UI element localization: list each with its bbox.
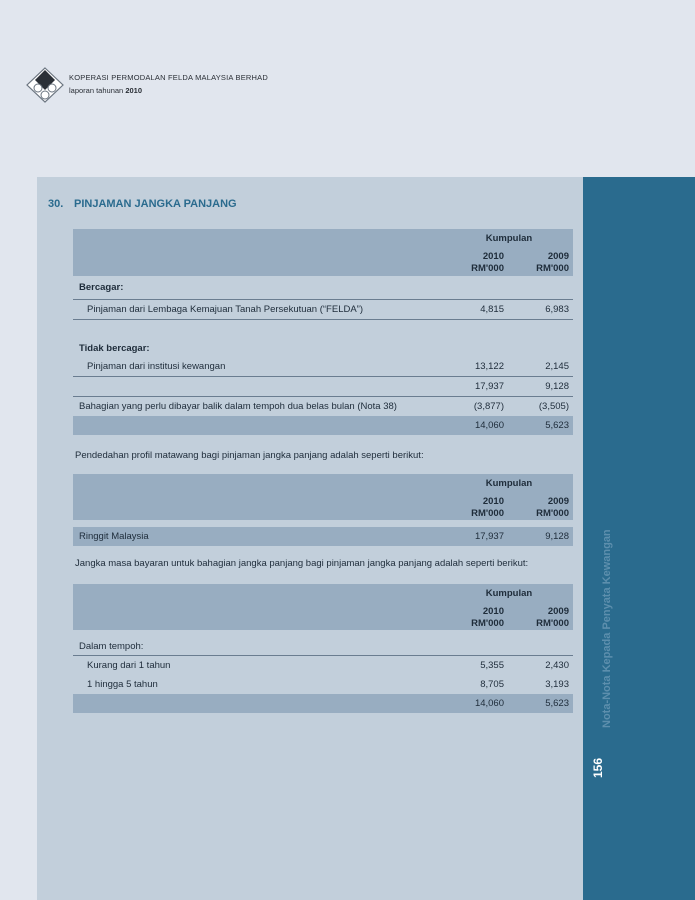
group-header: Kumpulan bbox=[485, 478, 533, 489]
table-row bbox=[73, 276, 573, 300]
financial-institution-2009: 2,145 bbox=[545, 361, 569, 372]
felda-2009: 6,983 bbox=[545, 304, 569, 315]
current-portion-2010: (3,877) bbox=[473, 401, 504, 412]
section-title bbox=[48, 198, 237, 210]
sidebar-title: Nota-Nota Kepada Penyata Kewangan bbox=[601, 529, 613, 728]
table-total-row bbox=[73, 416, 573, 435]
maturity-total-2010: 14,060 bbox=[474, 698, 504, 709]
col-2009-header: 2009 RM'000 bbox=[536, 496, 569, 519]
section-heading: PINJAMAN JANGKA PANJANG bbox=[74, 198, 237, 210]
felda-loan-label: Pinjaman dari Lembaga Kemajuan Tanah Persekutuan (“FELDA”) bbox=[87, 304, 364, 315]
page-number: 156 bbox=[591, 757, 605, 778]
table-row bbox=[73, 339, 573, 357]
secured-heading: Bercagar: bbox=[79, 282, 124, 293]
col-2010-header: 2010 RM'000 bbox=[471, 251, 504, 274]
less-than-1-year-2010: 5,355 bbox=[480, 660, 504, 671]
organization-name: KOPERASI PERMODALAN FELDA MALAYSIA BERHAD bbox=[69, 73, 268, 82]
ringgit-malaysia-2009: 9,128 bbox=[545, 531, 569, 542]
felda-2010: 4,815 bbox=[480, 304, 504, 315]
table-header bbox=[73, 474, 573, 520]
section-number: 30. bbox=[48, 198, 64, 210]
maturity-total-2009: 5,623 bbox=[545, 698, 569, 709]
current-portion-2009: (3,505) bbox=[538, 401, 569, 412]
maturity-table bbox=[73, 584, 573, 713]
col-2010-header: 2010 RM'000 bbox=[471, 606, 504, 629]
table-row bbox=[73, 527, 573, 546]
table-row bbox=[73, 675, 573, 694]
ringgit-malaysia-2010: 17,937 bbox=[474, 531, 504, 542]
currency-table bbox=[73, 474, 573, 546]
table-row bbox=[73, 357, 573, 377]
group-header: Kumpulan bbox=[485, 588, 533, 599]
net-total-2010: 14,060 bbox=[474, 420, 504, 431]
col-2010-header: 2010 RM'000 bbox=[471, 496, 504, 519]
within-period-label: Dalam tempoh: bbox=[79, 641, 144, 652]
table-header bbox=[73, 229, 573, 276]
kpf-logo-icon bbox=[25, 67, 65, 103]
less-than-1-year-2009: 2,430 bbox=[545, 660, 569, 671]
subtotal-2010: 17,937 bbox=[474, 381, 504, 392]
one-to-five-years-label: 1 hingga 5 tahun bbox=[87, 679, 158, 690]
report-title: laporan tahunan 2010 bbox=[69, 86, 142, 95]
col-2009-header: 2009 RM'000 bbox=[536, 251, 569, 274]
one-to-five-years-2009: 3,193 bbox=[545, 679, 569, 690]
subtotal-2009: 9,128 bbox=[545, 381, 569, 392]
maturity-paragraph: Jangka masa bayaran untuk bahagian jangka panjang bagi pinjaman jangka panjang adalah seperti berikut: bbox=[75, 558, 529, 569]
less-than-1-year-label: Kurang dari 1 tahun bbox=[87, 660, 171, 671]
table-total-row bbox=[73, 694, 573, 713]
current-portion-label: Bahagian yang perlu dibayar balik dalam tempoh dua belas bulan (Nota 38) bbox=[79, 401, 397, 412]
table-row bbox=[73, 656, 573, 675]
table-row bbox=[73, 377, 573, 397]
table-row bbox=[73, 630, 573, 656]
table-row bbox=[73, 300, 573, 320]
ringgit-malaysia-label: Ringgit Malaysia bbox=[79, 531, 149, 542]
table-header bbox=[73, 584, 573, 630]
financial-institution-label: Pinjaman dari institusi kewangan bbox=[87, 361, 226, 372]
one-to-five-years-2010: 8,705 bbox=[480, 679, 504, 690]
currency-profile-paragraph: Pendedahan profil matawang bagi pinjaman jangka panjang adalah seperti berikut: bbox=[75, 450, 424, 461]
net-total-2009: 5,623 bbox=[545, 420, 569, 431]
table-row bbox=[73, 397, 573, 416]
sidebar bbox=[583, 177, 695, 900]
unsecured-heading: Tidak bercagar: bbox=[79, 343, 150, 354]
col-2009-header: 2009 RM'000 bbox=[536, 606, 569, 629]
loan-table bbox=[73, 229, 573, 435]
financial-institution-2010: 13,122 bbox=[474, 361, 504, 372]
group-header: Kumpulan bbox=[485, 233, 533, 244]
